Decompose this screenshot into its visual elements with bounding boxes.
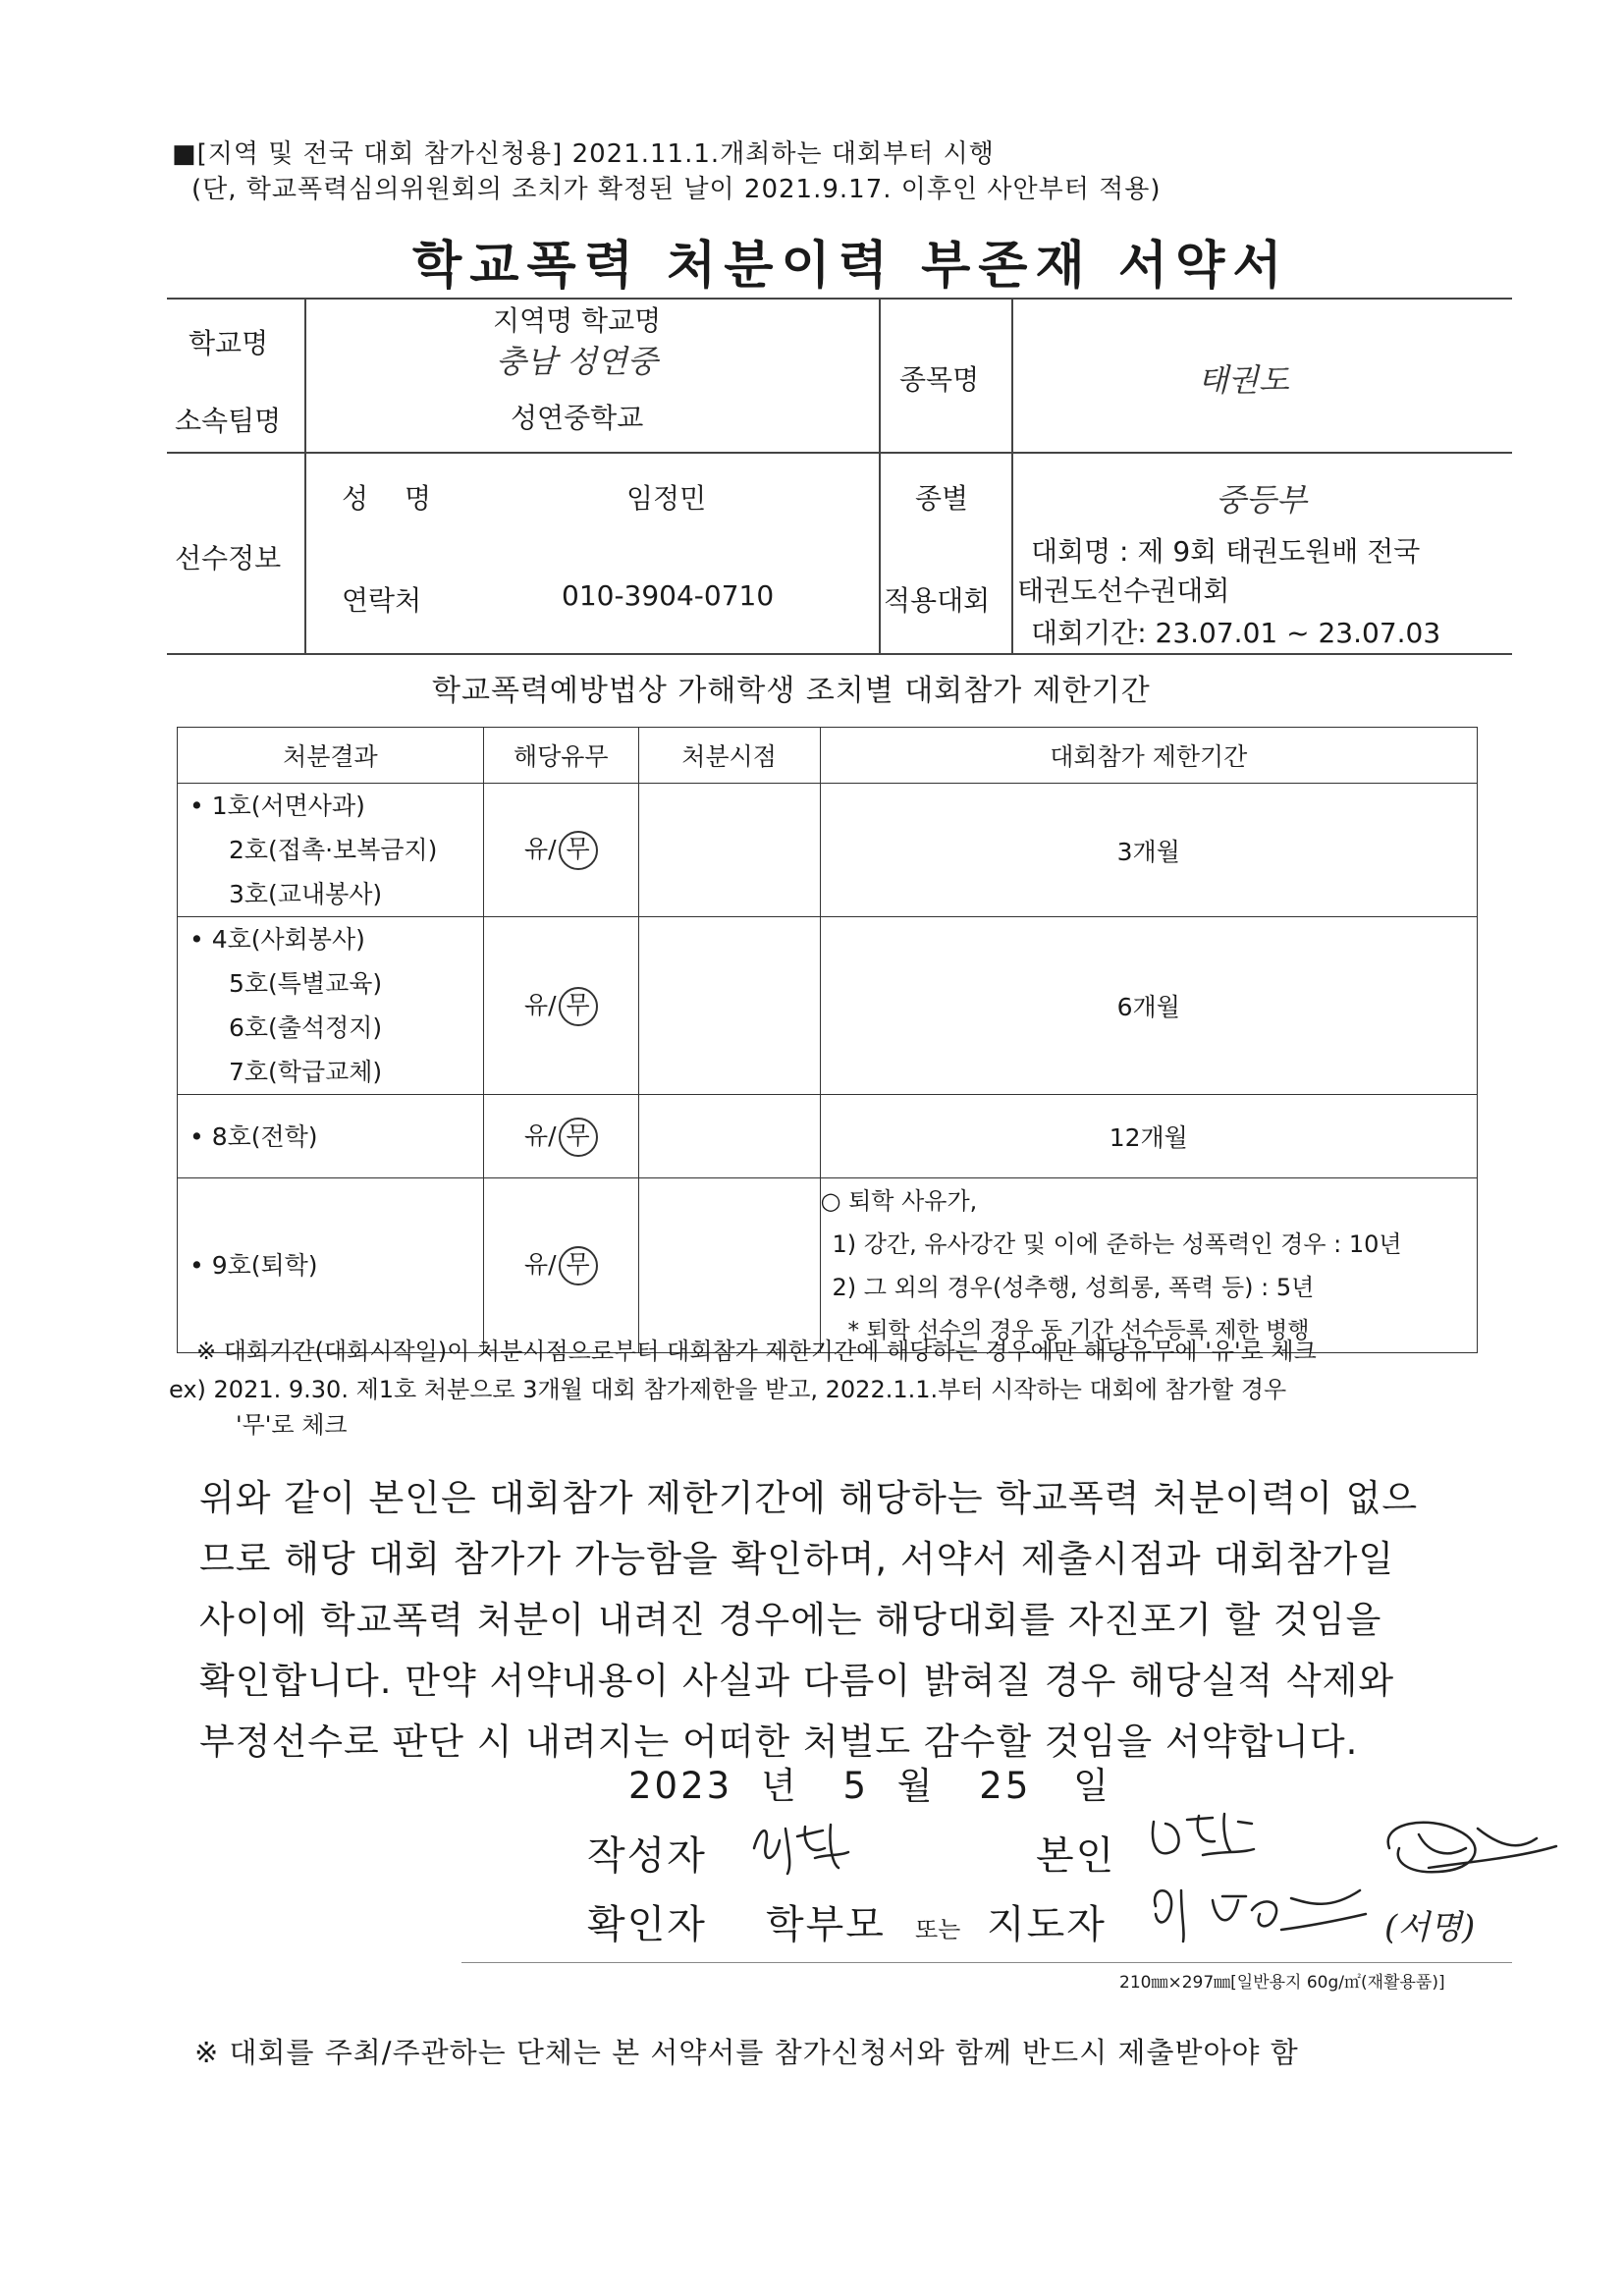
divider bbox=[879, 298, 881, 653]
name-value: 임정민 bbox=[626, 482, 707, 515]
period-cell: 6개월 bbox=[820, 917, 1477, 1095]
period-cell: 3개월 bbox=[820, 784, 1477, 917]
pledge-line: 확인합니다. 만약 서약내용이 사실과 다름이 밝혀질 경우 해당실적 삭제와 bbox=[199, 1660, 1395, 1702]
date-year: 2023 bbox=[628, 1765, 733, 1807]
table-row bbox=[178, 917, 1478, 1095]
period-cell: 12개월 bbox=[820, 1095, 1477, 1178]
result-item: 2호(접촉·보복금지) bbox=[229, 836, 438, 864]
restriction-title: 학교폭력예방법상 가해학생 조치별 대회참가 제한기간 bbox=[432, 674, 1151, 708]
divider bbox=[461, 1962, 1512, 1963]
yes-option: 유/ bbox=[523, 835, 557, 863]
parent-label: 학부모 bbox=[766, 1902, 886, 1947]
pledge-line: 부정선수로 판단 시 내려지는 어떠한 처벌도 감수할 것임을 서약합니다. bbox=[199, 1721, 1359, 1763]
self-signature bbox=[1144, 1802, 1262, 1875]
sign-date bbox=[628, 1756, 1111, 1809]
paper-spec: 210㎜×297㎜[일반용지 60g/㎡(재활용품)] bbox=[1119, 1973, 1445, 1993]
period-line: ○ 퇴학 사유가, bbox=[820, 1186, 978, 1215]
header-time: 처분시점 bbox=[638, 728, 820, 784]
pledge-line: 사이에 학교폭력 처분이 내려진 경우에는 해당대회를 자진포기 할 것임을 bbox=[199, 1599, 1382, 1641]
note-2: ex) 2021. 9.30. 제1호 처분으로 3개월 대회 참가제한을 받고, 2022.1.1.부터 시작하는 대회에 참가할 경우 bbox=[169, 1376, 1287, 1403]
note-1: ※ 대회기간(대회시작일)이 처분시점으로부터 대회참가 제한기간에 해당하는 경우에만 해당유무에 '유'로 체크 bbox=[196, 1338, 1317, 1365]
contact-label: 연락처 bbox=[342, 584, 422, 617]
self-label: 본인 bbox=[1036, 1833, 1116, 1879]
date-month-label: 월 bbox=[896, 1765, 936, 1807]
divider bbox=[167, 298, 1512, 300]
applied-event-line-2: 태권도선수권대회 bbox=[1017, 574, 1230, 607]
pledge-line: 위와 같이 본인은 대회참가 제한기간에 해당하는 학교폭력 처분이력이 없으 bbox=[199, 1477, 1419, 1519]
team-value: 성연중학교 bbox=[511, 402, 644, 434]
school-sublabel: 지역명 학교명 bbox=[493, 304, 662, 337]
header-result: 처분결과 bbox=[178, 728, 484, 784]
divider bbox=[304, 298, 306, 653]
time-cell[interactable] bbox=[638, 1178, 820, 1353]
school-label: 학교명 bbox=[189, 327, 269, 359]
pledge-line: 므로 해당 대회 참가가 가능함을 확인하며, 서약서 제출시점과 대회참가일 bbox=[199, 1538, 1395, 1580]
division-value: 중등부 bbox=[1216, 481, 1307, 519]
period-line: 1) 강간, 유사강간 및 이에 준하는 성폭력인 경우 : 10년 bbox=[832, 1230, 1402, 1258]
team-label: 소속팀명 bbox=[175, 405, 282, 437]
event-value: 태권도 bbox=[1198, 361, 1289, 399]
table-row bbox=[178, 1178, 1478, 1353]
time-cell[interactable] bbox=[638, 917, 820, 1095]
applied-event-line-1: 대회명 : 제 9회 태권도원배 전국 bbox=[1031, 535, 1421, 568]
date-month: 5 bbox=[842, 1765, 869, 1807]
period-line: * 퇴학 선수의 경우 동 기간 선수등록 제한 병행 bbox=[847, 1317, 1310, 1343]
pledge-text bbox=[199, 1468, 1515, 1773]
no-option-circled: 무 bbox=[559, 1246, 598, 1285]
result-item: • 1호(서면사과) bbox=[189, 792, 365, 820]
date-day-label: 일 bbox=[1073, 1765, 1111, 1807]
result-item: 7호(학급교체) bbox=[229, 1058, 383, 1086]
divider bbox=[1011, 298, 1013, 653]
applied-event-period: 대회기간: 23.07.01 ~ 23.07.03 bbox=[1031, 617, 1441, 649]
or-label: 또는 bbox=[915, 1916, 961, 1943]
page-title: 학교폭력 처분이력 부존재 서약서 bbox=[412, 237, 1290, 296]
restriction-table bbox=[177, 727, 1478, 1353]
yes-option: 유/ bbox=[523, 1250, 557, 1279]
applicable-cell[interactable] bbox=[483, 784, 638, 917]
result-item: • 8호(전학) bbox=[189, 1121, 318, 1151]
note-3: '무'로 체크 bbox=[236, 1411, 348, 1439]
final-note: ※ 대회를 주최/주관하는 단체는 본 서약서를 참가신청서와 함께 반드시 제출받아야 함 bbox=[194, 2036, 1299, 2069]
no-option-circled: 무 bbox=[559, 831, 598, 870]
divider bbox=[167, 653, 1512, 655]
applied-event-label: 적용대회 bbox=[884, 584, 991, 617]
applicable-cell[interactable] bbox=[483, 1178, 638, 1353]
time-cell[interactable] bbox=[638, 1095, 820, 1178]
writer-label: 작성자 bbox=[587, 1833, 707, 1879]
date-day: 25 bbox=[979, 1765, 1032, 1807]
result-item: • 9호(퇴학) bbox=[189, 1251, 318, 1280]
period-line: 2) 그 외의 경우(성추행, 성희롱, 폭력 등) : 5년 bbox=[832, 1273, 1315, 1301]
applicable-cell[interactable] bbox=[483, 917, 638, 1095]
result-cell bbox=[178, 784, 484, 917]
applicable-cell[interactable] bbox=[483, 1095, 638, 1178]
result-cell bbox=[178, 917, 484, 1095]
no-option-circled: 무 bbox=[559, 987, 598, 1026]
self-sign-stamp bbox=[1370, 1809, 1566, 1891]
time-cell[interactable] bbox=[638, 784, 820, 917]
event-label: 종목명 bbox=[899, 363, 980, 396]
yes-option: 유/ bbox=[523, 1121, 557, 1150]
coach-signature bbox=[1144, 1871, 1370, 1953]
result-item: • 4호(사회봉사) bbox=[189, 925, 365, 954]
confirmer-label: 확인자 bbox=[587, 1902, 707, 1947]
school-value: 충남 성연중 bbox=[496, 343, 658, 380]
result-item: 3호(교내봉사) bbox=[229, 880, 383, 908]
contact-value: 010-3904-0710 bbox=[562, 579, 775, 612]
writer-signature bbox=[746, 1807, 854, 1885]
result-item: 5호(특별교육) bbox=[229, 969, 383, 998]
name-label: 성 명 bbox=[342, 482, 445, 515]
date-year-label: 년 bbox=[760, 1765, 799, 1807]
divider bbox=[167, 452, 1512, 454]
result-cell bbox=[178, 1095, 484, 1178]
table-header-row bbox=[178, 728, 1478, 784]
table-row bbox=[178, 784, 1478, 917]
notice-line-2: (단, 학교폭력심의위원회의 조치가 확정된 날이 2021.9.17. 이후인 사안부터 적용) bbox=[191, 175, 1162, 204]
period-cell bbox=[820, 1178, 1477, 1353]
player-info-label: 선수정보 bbox=[175, 542, 282, 574]
notice-line-1: ■[지역 및 전국 대회 참가신청용] 2021.11.1.개최하는 대회부터 시행 bbox=[172, 139, 995, 169]
coach-sign-mark: (서명) bbox=[1384, 1908, 1476, 1947]
yes-option: 유/ bbox=[523, 990, 557, 1019]
result-cell bbox=[178, 1178, 484, 1353]
result-item: 6호(출석정지) bbox=[229, 1013, 383, 1042]
header-applicable: 해당유무 bbox=[483, 728, 638, 784]
coach-label: 지도자 bbox=[987, 1902, 1107, 1947]
header-period: 대회참가 제한기간 bbox=[820, 728, 1477, 784]
no-option-circled: 무 bbox=[559, 1118, 598, 1157]
table-row bbox=[178, 1095, 1478, 1178]
division-label: 종별 bbox=[915, 482, 969, 515]
